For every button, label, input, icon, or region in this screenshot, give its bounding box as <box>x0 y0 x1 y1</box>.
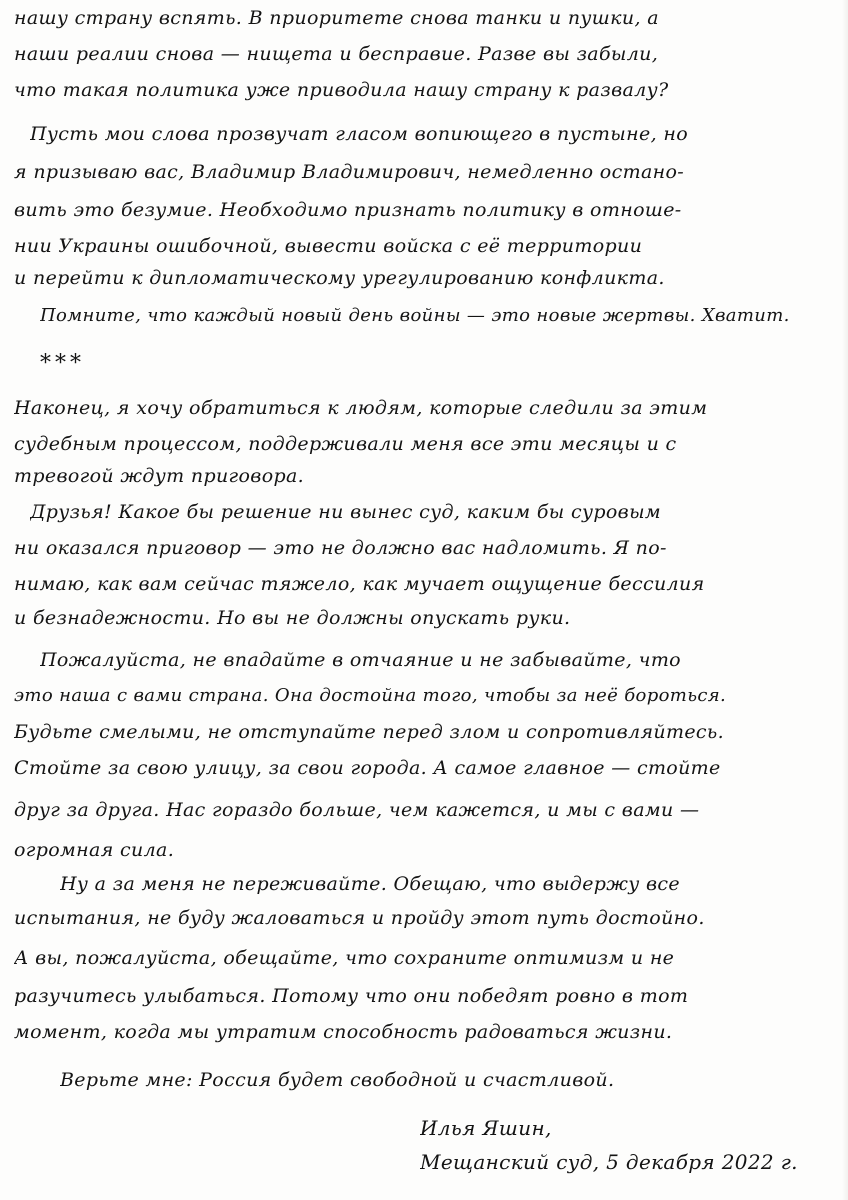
signature-name: Илья Яшин, <box>420 1116 552 1140</box>
letter-line: Стойте за свою улицу, за свои города. А самое главное — стойте <box>14 757 721 779</box>
scan-edge-shadow <box>842 0 848 1200</box>
letter-line: судебным процессом, поддерживали меня все эти месяцы и с <box>14 433 677 455</box>
letter-line: и безнадежности. Но вы не должны опускать руки. <box>14 607 571 629</box>
letter-line: Друзья! Какое бы решение ни вынес суд, каким бы суровым <box>30 501 661 523</box>
letter-line: нимаю, как вам сейчас тяжело, как мучает ощущение бессилия <box>14 573 705 595</box>
letter-line: ни оказался приговор — это не должно вас надломить. Я по- <box>14 537 667 559</box>
letter-line: наши реалии снова — нищета и бесправие. Разве вы забыли, <box>14 43 659 65</box>
letter-line: Помните, что каждый новый день войны — это новые жертвы. Хватит. <box>40 305 790 326</box>
letter-line: тревогой ждут приговора. <box>14 465 305 487</box>
letter-line: испытания, не буду жаловаться и пройду этот путь достойно. <box>14 907 705 929</box>
letter-line: я призываю вас, Владимир Владимирович, немедленно остано- <box>14 161 685 183</box>
signature-place-date: Мещанский суд, 5 декабря 2022 г. <box>420 1150 798 1174</box>
letter-line: Будьте смелыми, не отступайте перед злом и сопротивляйтесь. <box>14 721 725 743</box>
section-divider: *** <box>40 351 85 376</box>
letter-line: и перейти к дипломатическому урегулированию конфликта. <box>14 267 665 289</box>
closing-line: Верьте мне: Россия будет свободной и счастливой. <box>60 1069 615 1091</box>
letter-line: момент, когда мы утратим способность радоваться жизни. <box>14 1021 673 1043</box>
letter-line: Наконец, я хочу обратиться к людям, которые следили за этим <box>14 397 708 419</box>
letter-line: нашу страну вспять. В приоритете снова танки и пушки, а <box>14 7 659 29</box>
letter-line: нии Украины ошибочной, вывести войска с её территории <box>14 235 643 257</box>
letter-line: что такая политика уже приводила нашу страну к развалу? <box>14 79 669 101</box>
letter-line: вить это безумие. Необходимо признать политику в отноше- <box>14 199 682 221</box>
letter-line: огромная сила. <box>14 839 175 861</box>
letter-line: Пусть мои слова прозвучат гласом вопиющего в пустыне, но <box>30 123 689 145</box>
letter-line: Пожалуйста, не впадайте в отчаяние и не забывайте, что <box>40 649 681 671</box>
letter-line: А вы, пожалуйста, обещайте, что сохраните оптимизм и не <box>14 947 675 969</box>
letter-line: друг за друга. Нас гораздо больше, чем кажется, и мы с вами — <box>14 799 700 821</box>
letter-line: Ну а за меня не переживайте. Обещаю, что выдержу все <box>60 873 681 895</box>
letter-line: это наша с вами страна. Она достойна того, чтобы за неё бороться. <box>14 685 727 706</box>
letter-line: разучитесь улыбаться. Потому что они победят ровно в тот <box>14 985 689 1007</box>
